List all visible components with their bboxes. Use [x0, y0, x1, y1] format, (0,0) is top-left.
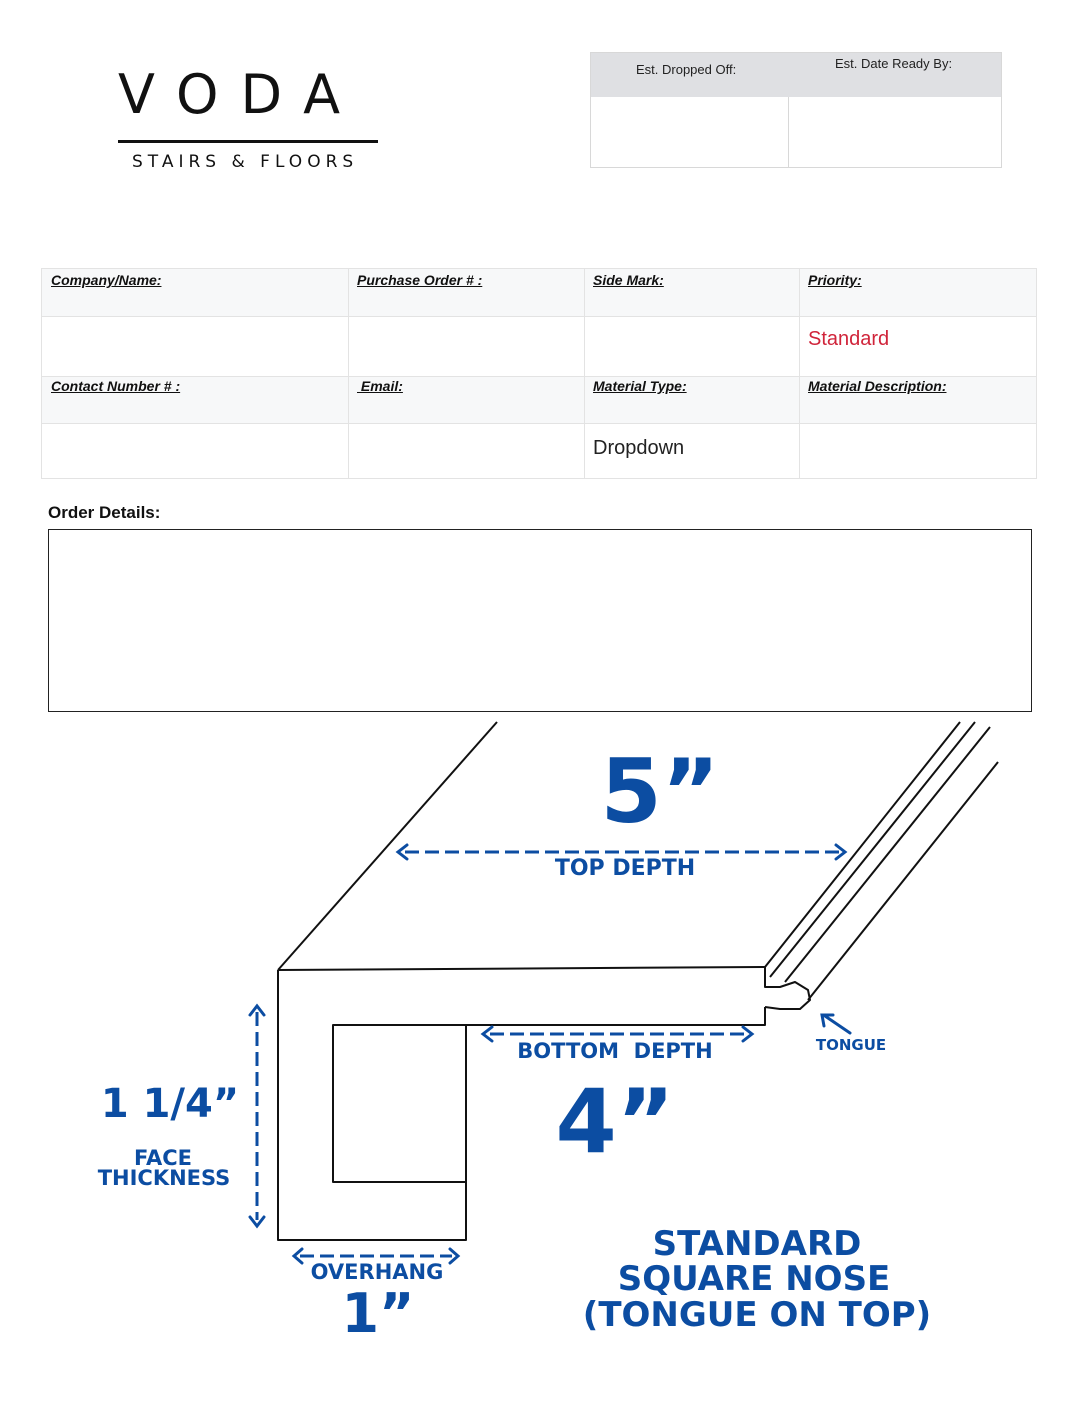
profile-title-line3: (TONGUE ON TOP) — [582, 1295, 932, 1335]
top-front-edge — [278, 967, 765, 970]
material-description-label: Material Description: — [808, 378, 947, 394]
profile-title-line2: SQUARE NOSE — [617, 1259, 891, 1299]
face-label-line2: THICKNESS — [97, 1166, 231, 1190]
row-divider — [42, 376, 1036, 377]
ready-by-field[interactable] — [789, 97, 1001, 167]
side-mark-label: Side Mark: — [593, 272, 664, 288]
nose-edge-4 — [808, 762, 998, 1000]
email-label: Email: — [357, 378, 403, 394]
company-name-label: Company/Name: — [51, 272, 162, 288]
order-details-label: Order Details: — [48, 503, 161, 522]
email-field[interactable] — [349, 424, 584, 478]
nose-edge-2 — [770, 722, 975, 977]
stair-nose-diagram — [0, 712, 1088, 1408]
material-type-select[interactable]: Dropdown — [593, 437, 685, 459]
profile-title-line1: STANDARD — [652, 1224, 862, 1264]
face-thickness-value: 1 1/4” — [100, 1081, 240, 1127]
order-info-table — [41, 268, 1037, 479]
bottom-depth-value: 4” — [555, 1070, 675, 1173]
dropped-off-field[interactable] — [591, 97, 788, 167]
purchase-order-label: Purchase Order # : — [357, 272, 483, 288]
material-description-field[interactable] — [800, 424, 1036, 478]
priority-label: Priority: — [808, 272, 862, 288]
face-label-line1: FACE — [134, 1146, 192, 1170]
contact-number-label: Contact Number # : — [51, 378, 181, 394]
dropped-off-label: Est. Dropped Off: — [636, 62, 737, 77]
tongue-label: TONGUE — [815, 1036, 887, 1054]
header-row-1 — [42, 269, 1036, 316]
company-logo — [118, 64, 380, 176]
bottom-depth-label: BOTTOM DEPTH — [517, 1039, 713, 1063]
nose-edge-3 — [785, 727, 990, 982]
top-depth-value: 5” — [600, 740, 720, 843]
company-name-field[interactable] — [42, 317, 348, 376]
date-box — [590, 52, 1002, 168]
order-details-textarea[interactable] — [48, 529, 1032, 712]
material-type-label: Material Type: — [593, 378, 687, 394]
logo-tagline: STAIRS & FLOORS — [132, 152, 359, 172]
contact-number-field[interactable] — [42, 424, 348, 478]
profile-cross-section — [278, 970, 765, 1240]
overhang-label: OVERHANG — [310, 1260, 444, 1284]
side-mark-field[interactable] — [585, 317, 799, 376]
top-depth-label: TOP DEPTH — [554, 856, 696, 881]
purchase-order-field[interactable] — [349, 317, 584, 376]
logo-wordmark: VODA — [118, 63, 363, 126]
logo-divider — [118, 140, 378, 143]
top-left-edge — [278, 722, 497, 970]
overhang-value: 1” — [341, 1282, 415, 1345]
priority-select[interactable]: Standard — [808, 328, 890, 350]
ready-by-label: Est. Date Ready By: — [835, 56, 953, 71]
